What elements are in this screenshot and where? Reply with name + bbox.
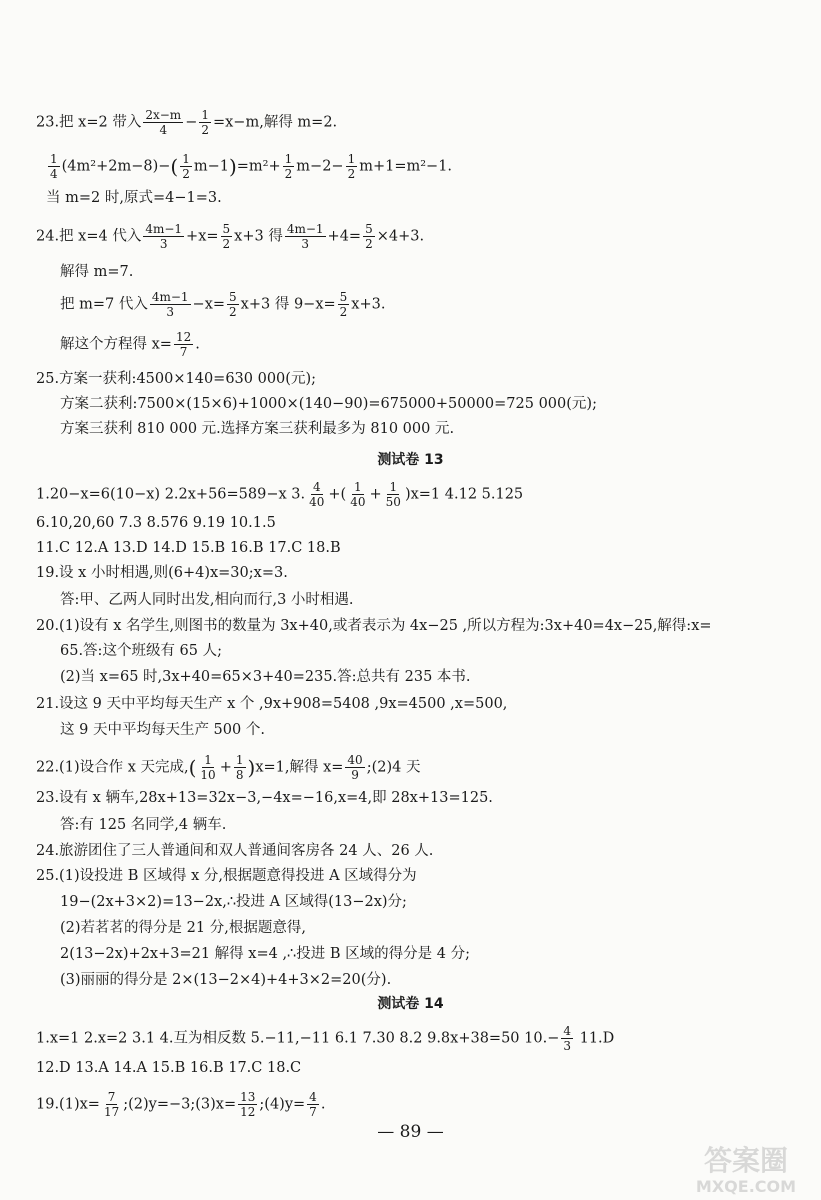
fraction: $\frac{4}{40}$ (309, 480, 325, 509)
fraction: $\frac{5}{2}$ (222, 222, 231, 251)
fraction: $\frac{4}{7}$ (309, 1090, 317, 1119)
s14-row-1: 1.x=1 2.x=2 3.1 4.互为相反数 5.−11,−11 6.1 7.30 8.2 9.8x+38=50 10.− $\frac{4}{3}$ 11.D (36, 1024, 615, 1053)
section-title-14: 测试卷 14 (377, 996, 444, 1012)
q23-line-1: 23.把 x=2 带入 $\frac{2x-m}{4}$ − $\frac{1}{2}$ =x−m,解得 m=2. (36, 108, 338, 137)
fraction: $\frac{4m-1}{3}$ (145, 222, 183, 251)
s13-q23-line-2: 答:有 125 名同学,4 辆车. (60, 817, 227, 833)
s13-row-1: 1.20−x=6(10−x) 2.2x+56=589−x 3. $\frac{4}{40}$ +( $\frac{1}{40}$ + $\frac{1}{50}$ )x=1 4.12 5.125 (36, 480, 524, 509)
s13-row-2: 6.10,20,60 7.3 8.576 9.19 10.1.5 (36, 515, 276, 531)
q24-line-2: 解得 m=7. (60, 264, 134, 280)
fraction: $\frac{1}{2}$ (284, 152, 293, 181)
watermark-logo (676, 1138, 816, 1196)
s13-q20-line-3: (2)当 x=65 时,3x+40=65×3+40=235.答:总共有 235 本书. (60, 669, 471, 685)
fraction: $\frac{5}{2}$ (229, 290, 237, 319)
fraction: $\frac{40}{9}$ (347, 753, 363, 782)
fraction: $\frac{4m-1}{3}$ (151, 290, 189, 319)
s13-q25-line-2: 19−(2x+3×2)=13−2x,∴投进 A 区域得(13−2x)分; (60, 894, 407, 910)
fraction: $\frac{1}{50}$ (385, 480, 401, 509)
watermark-line-2: MXQE.COM (695, 1177, 797, 1196)
fraction: $\frac{2x-m}{4}$ (145, 108, 182, 137)
s13-row-3: 11.C 12.A 13.D 14.D 15.B 16.B 17.C 18.B (36, 540, 341, 556)
fraction: $\frac{5}{2}$ (339, 290, 348, 319)
fraction: $\frac{4}{3}$ (563, 1024, 571, 1053)
watermark-line-1: 答案圈 (703, 1144, 789, 1177)
fraction: $\frac{1}{4}$ (50, 152, 58, 181)
fraction: $\frac{1}{40}$ (350, 480, 366, 509)
fraction: $\frac{4m-1}{3}$ (286, 222, 324, 251)
s13-q19-line-1: 19.设 x 小时相遇,则(6+4)x=30;x=3. (36, 565, 288, 581)
s13-q21-line-2: 这 9 天中平均每天生产 500 个. (60, 722, 265, 738)
q24-line-4: 解这个方程得 x= $\frac{12}{7}$ . (60, 330, 200, 359)
s14-q19-line: 19.(1)x= $\frac{7}{17}$ ;(2)y=−3;(3)x= $\frac{13}{12}$ ;(4)y= $\frac{4}{7}$ . (36, 1090, 326, 1119)
s13-q19-line-2: 答:甲、乙两人同时出发,相向而行,3 小时相遇. (60, 592, 354, 608)
q25-line-1: 25.方案一获利:4500×140=630 000(元); (36, 371, 316, 387)
fraction: $\frac{1}{8}$ (235, 753, 244, 782)
s13-q25-line-4: 2(13−2x)+2x+3=21 解得 x=4 ,∴投进 B 区域的得分是 4 分; (60, 946, 470, 962)
q23-line-3: 当 m=2 时,原式=4−1=3. (46, 190, 222, 206)
fraction: $\frac{1}{2}$ (201, 108, 209, 137)
q25-line-2: 方案二获利:7500×(15×6)+1000×(140−90)=675000+50000=725 000(元); (60, 396, 597, 412)
s13-q25-line-1: 25.(1)设投进 B 区域得 x 分,根据题意得投进 A 区域得分为 (36, 868, 417, 884)
s13-q24-line: 24.旅游团住了三人普通间和双人普通间客房各 24 人、26 人. (36, 843, 434, 859)
s13-q22-line: 22.(1)设合作 x 天完成,( $\frac{1}{10}$ + $\frac{1}{8}$ )x=1,解得 x= $\frac{40}{9}$ ;(2)4 天 (36, 753, 421, 782)
q25-line-3: 方案三获利 810 000 元.选择方案三获利最多为 810 000 元. (60, 421, 455, 437)
s14-row-2: 12.D 13.A 14.A 15.B 16.B 17.C 18.C (36, 1060, 302, 1076)
fraction: $\frac{5}{2}$ (365, 222, 373, 251)
q24-line-3: 把 m=7 代入 $\frac{4m-1}{3}$ −x= $\frac{5}{2}$ x+3 得 9−x= $\frac{5}{2}$ x+3. (60, 290, 386, 319)
s13-q20-line-2: 65.答:这个班级有 65 人; (60, 643, 222, 659)
fraction: $\frac{13}{12}$ (240, 1090, 256, 1119)
fraction: $\frac{1}{2}$ (347, 152, 356, 181)
q24-line-1: 24.把 x=4 代入 $\frac{4m-1}{3}$ +x= $\frac{5}{2}$ x+3 得 $\frac{4m-1}{3}$ +4= $\frac{5}{2}$ ×4+3. (36, 222, 425, 251)
s13-q20-line-1: 20.(1)设有 x 名学生,则图书的数量为 3x+40,或者表示为 4x−25 ,所以方程为:3x+40=4x−25,解得:x= (36, 618, 712, 634)
section-title-13: 测试卷 13 (377, 452, 444, 468)
page-number: — 89 — (377, 1122, 444, 1142)
fraction: $\frac{12}{7}$ (175, 330, 192, 359)
fraction: $\frac{1}{10}$ (200, 753, 216, 782)
fraction: $\frac{7}{17}$ (103, 1090, 120, 1119)
s13-q23-line-1: 23.设有 x 辆车,28x+13=32x−3,−4x=−16,x=4,即 28x+13=125. (36, 790, 493, 806)
s13-q21-line-1: 21.设这 9 天中平均每天生产 x 个 ,9x+908=5408 ,9x=4500 ,x=500, (36, 696, 508, 712)
fraction: $\frac{1}{2}$ (182, 152, 190, 181)
s13-q25-line-5: (3)丽丽的得分是 2×(13−2×4)+4+3×2=20(分). (60, 972, 392, 988)
s13-q25-line-3: (2)若茗茗的得分是 21 分,根据题意得, (60, 920, 306, 936)
q23-line-2: $\frac{1}{4}$ (4m²+2m−8)−( $\frac{1}{2}$ m−1)=m²+ $\frac{1}{2}$ m−2− $\frac{1}{2}$ m+1=m²−1. (50, 152, 453, 181)
